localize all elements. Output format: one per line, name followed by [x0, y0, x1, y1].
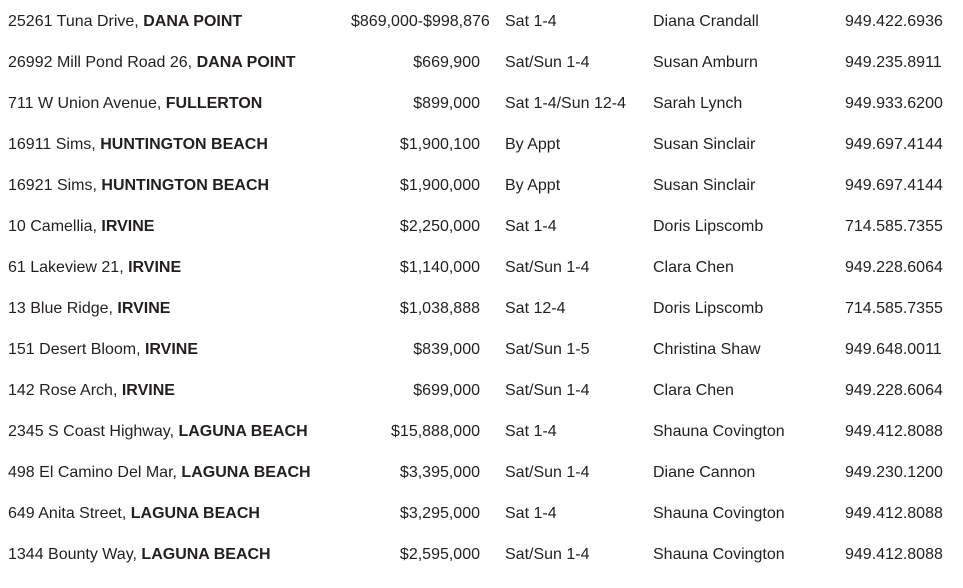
- listing-agent: Susan Amburn: [653, 53, 758, 71]
- listing-agent: Clara Chen: [653, 381, 734, 399]
- listing-phone: 949.422.6936: [845, 12, 943, 30]
- listing-open-times: Sat/Sun 1-4: [505, 258, 590, 276]
- city-text: LAGUNA BEACH: [178, 422, 308, 440]
- listing-row: [8, 206, 963, 247]
- city-text: LAGUNA BEACH: [141, 545, 271, 563]
- listing-price: $669,900: [413, 53, 480, 71]
- listing-phone: 949.648.0011: [845, 340, 942, 358]
- listing-open-times: Sat 1-4: [505, 12, 557, 30]
- listing-row: [8, 288, 963, 329]
- listing-row: [8, 534, 963, 575]
- street-text: 142 Rose Arch,: [8, 381, 118, 399]
- street-text: 151 Desert Bloom,: [8, 340, 141, 358]
- listing-row: [8, 370, 963, 411]
- city-text: FULLERTON: [165, 94, 263, 112]
- street-text: 10 Camellia,: [8, 217, 97, 235]
- listing-address: [8, 300, 351, 318]
- listing-address: [8, 546, 351, 564]
- listing-phone: 949.697.4144: [845, 135, 943, 153]
- listing-open-times: By Appt: [505, 176, 561, 194]
- street-text: 16921 Sims,: [8, 176, 97, 194]
- listing-agent: Diane Cannon: [653, 463, 756, 481]
- city-text: HUNTINGTON BEACH: [100, 135, 268, 153]
- listing-price: $2,250,000: [399, 217, 480, 235]
- listing-price: $1,140,000: [399, 258, 480, 276]
- city-text: LAGUNA BEACH: [130, 504, 260, 522]
- listing-open-times: Sat/Sun 1-4: [505, 545, 590, 563]
- listing-price: $3,395,000: [399, 463, 480, 481]
- listing-open-times: Sat 1-4: [505, 504, 557, 522]
- street-text: 711 W Union Avenue,: [8, 94, 162, 112]
- listing-phone: 949.412.8088: [845, 422, 943, 440]
- listing-address: [8, 505, 351, 523]
- listing-open-times: Sat/Sun 1-4: [505, 463, 590, 481]
- listing-phone: 714.585.7355: [845, 217, 943, 235]
- listing-price: $2,595,000: [399, 545, 480, 563]
- listing-price: $3,295,000: [399, 504, 480, 522]
- listing-address: [8, 136, 351, 154]
- listing-open-times: By Appt: [505, 135, 561, 153]
- listing-agent: Doris Lipscomb: [653, 299, 764, 317]
- listing-row: [8, 42, 963, 83]
- listing-address: [8, 177, 351, 195]
- listing-agent: Christina Shaw: [653, 340, 761, 358]
- listing-phone: 949.412.8088: [845, 545, 943, 563]
- listing-agent: Shauna Covington: [653, 422, 785, 440]
- listing-phone: 949.235.8911: [845, 53, 942, 71]
- listing-row: [8, 247, 963, 288]
- listing-open-times: Sat 1-4: [505, 422, 557, 440]
- city-text: DANA POINT: [196, 53, 296, 71]
- street-text: 13 Blue Ridge,: [8, 299, 113, 317]
- listing-address: [8, 341, 351, 359]
- city-text: IRVINE: [101, 217, 155, 235]
- listing-open-times: Sat/Sun 1-5: [505, 340, 590, 358]
- listing-phone: 949.933.6200: [845, 94, 943, 112]
- listing-row: [8, 493, 963, 534]
- listing-agent: Susan Sinclair: [653, 176, 756, 194]
- listing-address: [8, 95, 351, 113]
- listing-open-times: Sat/Sun 1-4: [505, 53, 590, 71]
- listing-price: $1,900,000: [399, 176, 480, 194]
- street-text: 16911 Sims,: [8, 135, 96, 153]
- city-text: HUNTINGTON BEACH: [101, 176, 270, 194]
- listing-row: [8, 1, 963, 42]
- listing-agent: Shauna Covington: [653, 545, 785, 563]
- city-text: IRVINE: [144, 340, 199, 358]
- listing-address: [8, 464, 351, 482]
- street-text: 61 Lakeview 21,: [8, 258, 124, 276]
- city-text: LAGUNA BEACH: [181, 463, 311, 481]
- listing-phone: 949.228.6064: [845, 381, 943, 399]
- listing-price: $899,000: [413, 94, 480, 112]
- listing-open-times: Sat 1-4: [505, 217, 557, 235]
- listing-agent: Doris Lipscomb: [653, 217, 764, 235]
- listing-price: $15,888,000: [391, 422, 480, 440]
- listing-open-times: Sat/Sun 1-4: [505, 381, 590, 399]
- listing-row: [8, 411, 963, 452]
- listing-phone: 949.412.8088: [845, 504, 943, 522]
- listing-open-times: Sat 12-4: [505, 299, 566, 317]
- listing-address: [8, 423, 351, 441]
- listing-agent: Clara Chen: [653, 258, 734, 276]
- street-text: 25261 Tuna Drive,: [8, 12, 139, 30]
- listing-phone: 949.230.1200: [845, 463, 943, 481]
- listing-row: [8, 165, 963, 206]
- listing-agent: Susan Sinclair: [653, 135, 756, 153]
- listing-price: $869,000-$998,876: [351, 12, 490, 30]
- listing-row: [8, 329, 963, 370]
- listing-row: [8, 83, 963, 124]
- listing-open-times: Sat 1-4/Sun 12-4: [505, 94, 626, 112]
- listing-agent: Shauna Covington: [653, 504, 785, 522]
- listing-address: [8, 382, 351, 400]
- listing-agent: Diana Crandall: [653, 12, 759, 30]
- listing-address: [8, 54, 351, 72]
- city-text: IRVINE: [128, 258, 182, 276]
- listing-phone: 949.228.6064: [845, 258, 943, 276]
- listing-address: [8, 259, 351, 277]
- street-text: 1344 Bounty Way,: [8, 545, 137, 563]
- listing-price: $699,000: [413, 381, 480, 399]
- listing-address: [8, 13, 351, 31]
- street-text: 649 Anita Street,: [8, 504, 127, 522]
- street-text: 26992 Mill Pond Road 26,: [8, 53, 193, 71]
- listing-price: $1,900,100: [399, 135, 480, 153]
- listing-agent: Sarah Lynch: [653, 94, 743, 112]
- listing-phone: 714.585.7355: [845, 299, 943, 317]
- street-text: 498 El Camino Del Mar,: [8, 463, 177, 481]
- listing-phone: 949.697.4144: [845, 176, 943, 194]
- city-text: DANA POINT: [143, 12, 243, 30]
- listing-row: [8, 124, 963, 165]
- city-text: IRVINE: [121, 381, 175, 399]
- city-text: IRVINE: [117, 299, 171, 317]
- listing-price: $839,000: [413, 340, 480, 358]
- listing-price: $1,038,888: [399, 299, 480, 317]
- street-text: 2345 S Coast Highway,: [8, 422, 175, 440]
- listing-address: [8, 218, 351, 236]
- listing-row: [8, 452, 963, 493]
